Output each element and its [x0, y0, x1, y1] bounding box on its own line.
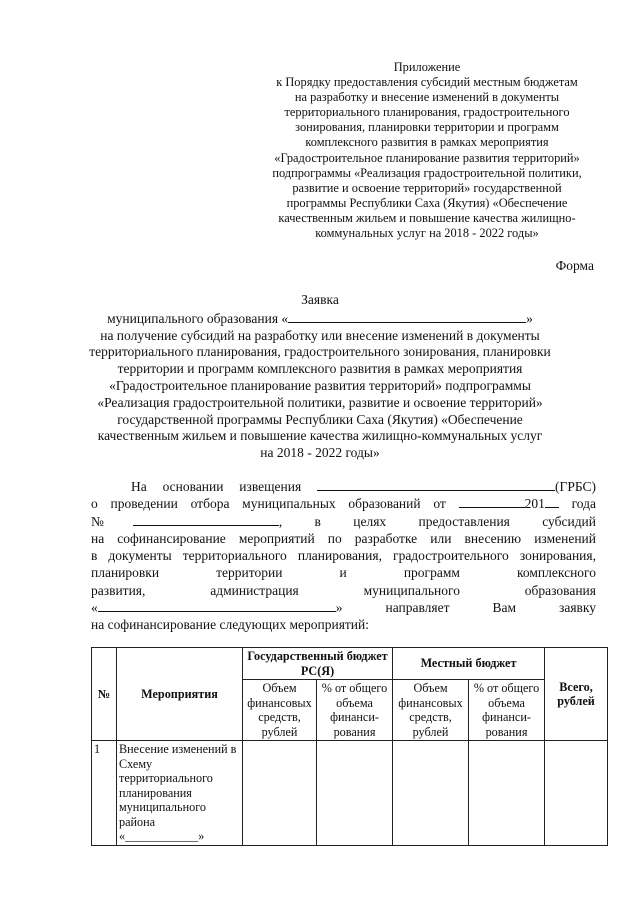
application-line: территории и программ комплексного развития в рамках мероприятия — [117, 361, 523, 377]
appendix-line: зонирования, планировки территории и программ — [295, 120, 559, 135]
appendix-line: комплексного развития в рамках мероприятия — [305, 135, 549, 150]
header-state-volume: Объем финансовых средств, рублей — [243, 680, 317, 741]
application-title — [60, 292, 580, 462]
body-text: предоставления — [418, 513, 510, 529]
body-text: На основании извещения — [131, 479, 302, 494]
body-text: « — [91, 600, 98, 616]
body-text: муниципального — [363, 582, 460, 598]
body-line-8 — [91, 599, 596, 616]
body-line-7 — [91, 582, 596, 599]
application-line: государственной программы Республики Саха (Якутия) «Обеспечение — [117, 411, 523, 427]
header-state-budget: Государственный бюджет РС(Я) — [243, 648, 393, 680]
table-row — [92, 741, 608, 846]
application-line: территориального планирования, градостроительного зонирования, планировки — [89, 344, 551, 360]
application-line: «Градостроительное планирование развития территорий» подпрограммы — [109, 377, 531, 393]
application-line: на получение субсидий на разработку или внесение изменений в документы — [100, 327, 540, 343]
appendix-header — [262, 60, 592, 241]
application-line: на 2018 - 2022 годы» — [260, 445, 380, 461]
body-text: (ГРБС) — [555, 479, 596, 494]
body-line-5 — [91, 547, 596, 564]
body-text: комплексного — [517, 565, 596, 581]
body-line-9 — [91, 616, 596, 633]
body-text: Вам — [492, 600, 517, 616]
appendix-line: подпрограммы «Реализация градостроительной политики, — [272, 165, 582, 180]
header-local-budget: Местный бюджет — [393, 648, 545, 680]
administration-blank[interactable] — [91, 600, 343, 615]
body-text: в документы территориального планирования, градостроительного зонирования, — [91, 548, 596, 564]
application-body — [91, 478, 596, 634]
body-text: о проведении отбора муниципальных образований от — [91, 496, 446, 512]
body-text: 201 — [524, 496, 545, 512]
appendix-line: к Порядку предоставления субсидий местным бюджетам — [276, 75, 578, 90]
row-state-volume[interactable] — [243, 741, 317, 846]
body-text: целях — [353, 513, 387, 529]
body-text: развития, — [91, 582, 146, 598]
application-municipality-line — [60, 310, 580, 328]
body-text: , — [278, 513, 283, 529]
appendix-line: на разработку и внесение изменений в документы — [294, 90, 560, 105]
municipality-prefix: муниципального образования « — [107, 310, 289, 326]
header-measures: Мероприятия — [117, 648, 243, 741]
appendix-line: программы Республики Саха (Якутия) «Обеспечение — [286, 195, 568, 210]
body-text: и — [339, 565, 347, 581]
body-text: планировки — [91, 565, 160, 581]
row-local-volume[interactable] — [393, 741, 469, 846]
body-text: территории — [216, 565, 283, 581]
body-text: » — [335, 600, 343, 616]
header-local-percent: % от общего объема финанси-рования — [469, 680, 545, 741]
appendix-line: коммунальных услуг на 2018 - 2022 годы» — [315, 226, 539, 241]
body-text: в — [314, 513, 321, 529]
header-state-percent: % от общего объема финанси-рования — [317, 680, 393, 741]
application-line: качественным жильем и повышение качества жилищно-коммунальных услуг — [97, 428, 543, 444]
municipality-name-blank[interactable] — [288, 310, 526, 323]
body-text: субсидий — [542, 513, 596, 529]
appendix-line: территориального планирования, градостроительного — [284, 105, 570, 120]
body-text: направляет — [385, 600, 450, 616]
row-measure-name: Внесение изменений в Схему территориального планирования муниципального района «____________» — [117, 741, 243, 846]
body-text: № — [91, 513, 133, 529]
row-local-percent[interactable] — [469, 741, 545, 846]
body-text: программ — [403, 565, 460, 581]
body-line-3 — [91, 513, 596, 530]
body-text: на софинансирование следующих мероприятий: — [91, 617, 370, 633]
row-number: 1 — [92, 741, 117, 846]
form-label: Форма — [555, 258, 594, 273]
appendix-line: качественным жильем и повышение качества жилищно- — [278, 210, 576, 225]
row-total[interactable] — [545, 741, 608, 846]
notice-blank[interactable] — [317, 479, 596, 494]
date-blank[interactable] — [459, 496, 559, 511]
body-text: на софинансирование мероприятий по разработке или внесению изменений — [91, 530, 596, 546]
body-text: заявку — [559, 600, 596, 616]
body-line-2 — [91, 495, 596, 512]
application-line: «Реализация градостроительной политики, развитие и освоение территорий» — [97, 394, 543, 410]
municipality-suffix: » — [526, 310, 533, 326]
appendix-line: развитие и освоение территорий» государственной — [292, 180, 562, 195]
body-text: образования — [524, 582, 596, 598]
appendix-line: Приложение — [393, 60, 461, 74]
measures-table — [91, 647, 608, 846]
body-line-4 — [91, 530, 596, 547]
header-total: Всего, рублей — [545, 648, 608, 741]
body-line-1 — [91, 478, 596, 495]
number-blank[interactable] — [91, 514, 282, 529]
header-number: № — [92, 648, 117, 741]
application-heading: Заявка — [301, 292, 339, 307]
body-text: администрация — [210, 582, 299, 598]
appendix-line: «Градостроительное планирование развития территорий» — [274, 150, 580, 165]
row-state-percent[interactable] — [317, 741, 393, 846]
header-local-volume: Объем финансовых средств, рублей — [393, 680, 469, 741]
body-line-6 — [91, 564, 596, 581]
body-text: года — [571, 496, 596, 512]
